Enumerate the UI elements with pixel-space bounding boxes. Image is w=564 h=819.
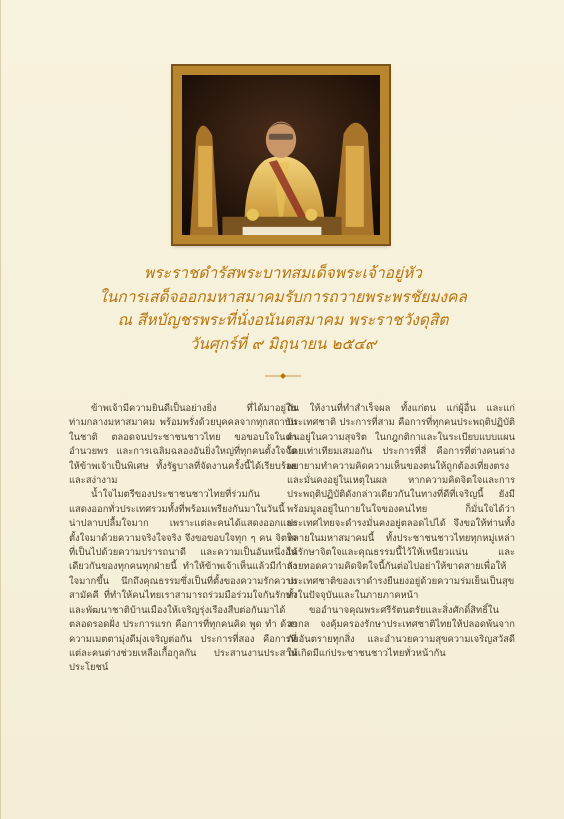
title-line-4: วันศุกร์ที่ ๙ มิถุนายน ๒๕๔๙ <box>189 334 377 353</box>
title-line-1: พระราชดำรัสพระบาทสมเด็จพระเจ้าอยู่หัว <box>144 264 422 282</box>
paragraph: ข้าพเจ้ามีความยินดีเป็นอย่างยิ่ง ที่ได้มาอยู่ในท่ามกลางมหาสมาคม พร้อมพรั่งด้วยบุคคลจากทุกสถาบันในชาติ ตลอดจนประชาชนชาวไทย ขอขอบใจในคำอำนวยพร และการเฉลิมฉลองอันยิ่งใหญ่ที่ทุกคนตั้งใจจัดให้ข้าพเจ้าเป็นพิเศษ ทั้งรัฐบาลที่จัดงานครั้งนี้ได้เรียบร้อยและสง่างาม <box>69 403 297 487</box>
paragraph: กัน ให้งานที่ทำสำเร็จผล ทั้งแก่ตน แก่ผู้อื่น และแก่ประเทศชาติ ประการที่สาม คือการที่ทุกคนประพฤติปฏิบัติตนอยู่ในความสุจริต ในกฎกติกาและในระเบียบแบบแผนโดยเท่าเทียมเสมอกัน ประการที่สี่ คือการที่ต่างคนต่างพยายามทำความคิดความเห็นของตนให้ถูกต้องเที่ยงตรงและมั่นคงอยู่ในเหตุในผล หากความคิดจิตใจและการประพฤติปฏิบัติดังกล่าวเดียวกันในทางที่ดีที่เจริญนี้ ยังมีพร้อมมูลอยู่ในกายในใจของคนไทย ก็มั่นใจได้ว่าประเทศไทยจะดำรงมั่นคงอยู่ตลอดไปได้ จึงขอให้ท่านทั้งหลายในมหาสมาคมนี้ ทั้งประชาชนชาวไทยทุกหมู่เหล่าได้รักษาจิตใจและคุณธรรมนี้ไว้ให้เหนียวแน่น และถ่ายทอดความคิดจิตใจนี้กันต่อไปอย่าให้ขาดสายเพื่อให้ประเทศชาติของเราดำรงยืนยงอยู่ด้วยความร่มเย็นเป็นสุข ทั้งในปัจจุบันและในภายภาคหน้า <box>287 403 515 602</box>
speech-column-left <box>69 402 297 676</box>
divider-ornament-icon <box>265 372 301 380</box>
speech-title <box>61 262 505 356</box>
title-line-2: ในการเสด็จออกมหาสมาคมรับการถวายพระพรชัยมงคล <box>99 287 467 306</box>
speech-column-right <box>287 402 515 661</box>
title-line-3: ณ สีหบัญชรพระที่นั่งอนันตสมาคม พระราชวังดุสิต <box>117 311 449 329</box>
portrait-photo-icon <box>182 75 380 235</box>
royal-portrait-photo <box>173 66 389 244</box>
paragraph: ขออำนาจคุณพระศรีรัตนตรัยและสิ่งศักดิ์สิทธิ์ในสากล จงคุ้มครองรักษาประเทศชาติไทยให้ปลอดพ้นจากภัยอันตรายทุกสิ่ง และอำนวยความสุขความเจริญสวัสดีให้เกิดมีแก่ประชาชนชาวไทยทั่วหน้ากัน <box>287 604 515 659</box>
paragraph: น้ำใจไมตรีของประชาชนชาวไทยที่ร่วมกันแสดงออกทั่วประเทศรวมทั้งที่พร้อมเพรียงกันมาในวันนี้ น่าปลาบปลื้มใจมาก เพราะแต่ละคนได้แสดงออกและตั้งใจมาด้วยความจริงใจจริง จึงขอขอบใจทุก ๆ คน จิตใจที่เป็นไปด้วยความปรารถนาดี และความเป็นอันหนึ่งอันเดียวกันของทุกคนทุกฝ่ายนี้ ทำให้ข้าพเจ้าเห็นแล้วมีกำลังใจมากขึ้น นึกถึงคุณธรรมซึ่งเป็นที่ตั้งของความรักความสามัคคี ที่ทำให้คนไทยเราสามารถร่วมมือร่วมใจกันรักษาและพัฒนาชาติบ้านเมืองให้เจริญรุ่งเรืองสืบต่อกันมาได้ตลอดรอดฝั่ง ประการแรก คือการที่ทุกคนคิด พูด ทำ ด้วยความเมตตามุ่งดีมุ่งเจริญต่อกัน ประการที่สอง คือการที่แต่ละคนต่างช่วยเหลือเกื้อกูลกัน ประสานงานประสานประโยชน์ <box>69 489 297 674</box>
